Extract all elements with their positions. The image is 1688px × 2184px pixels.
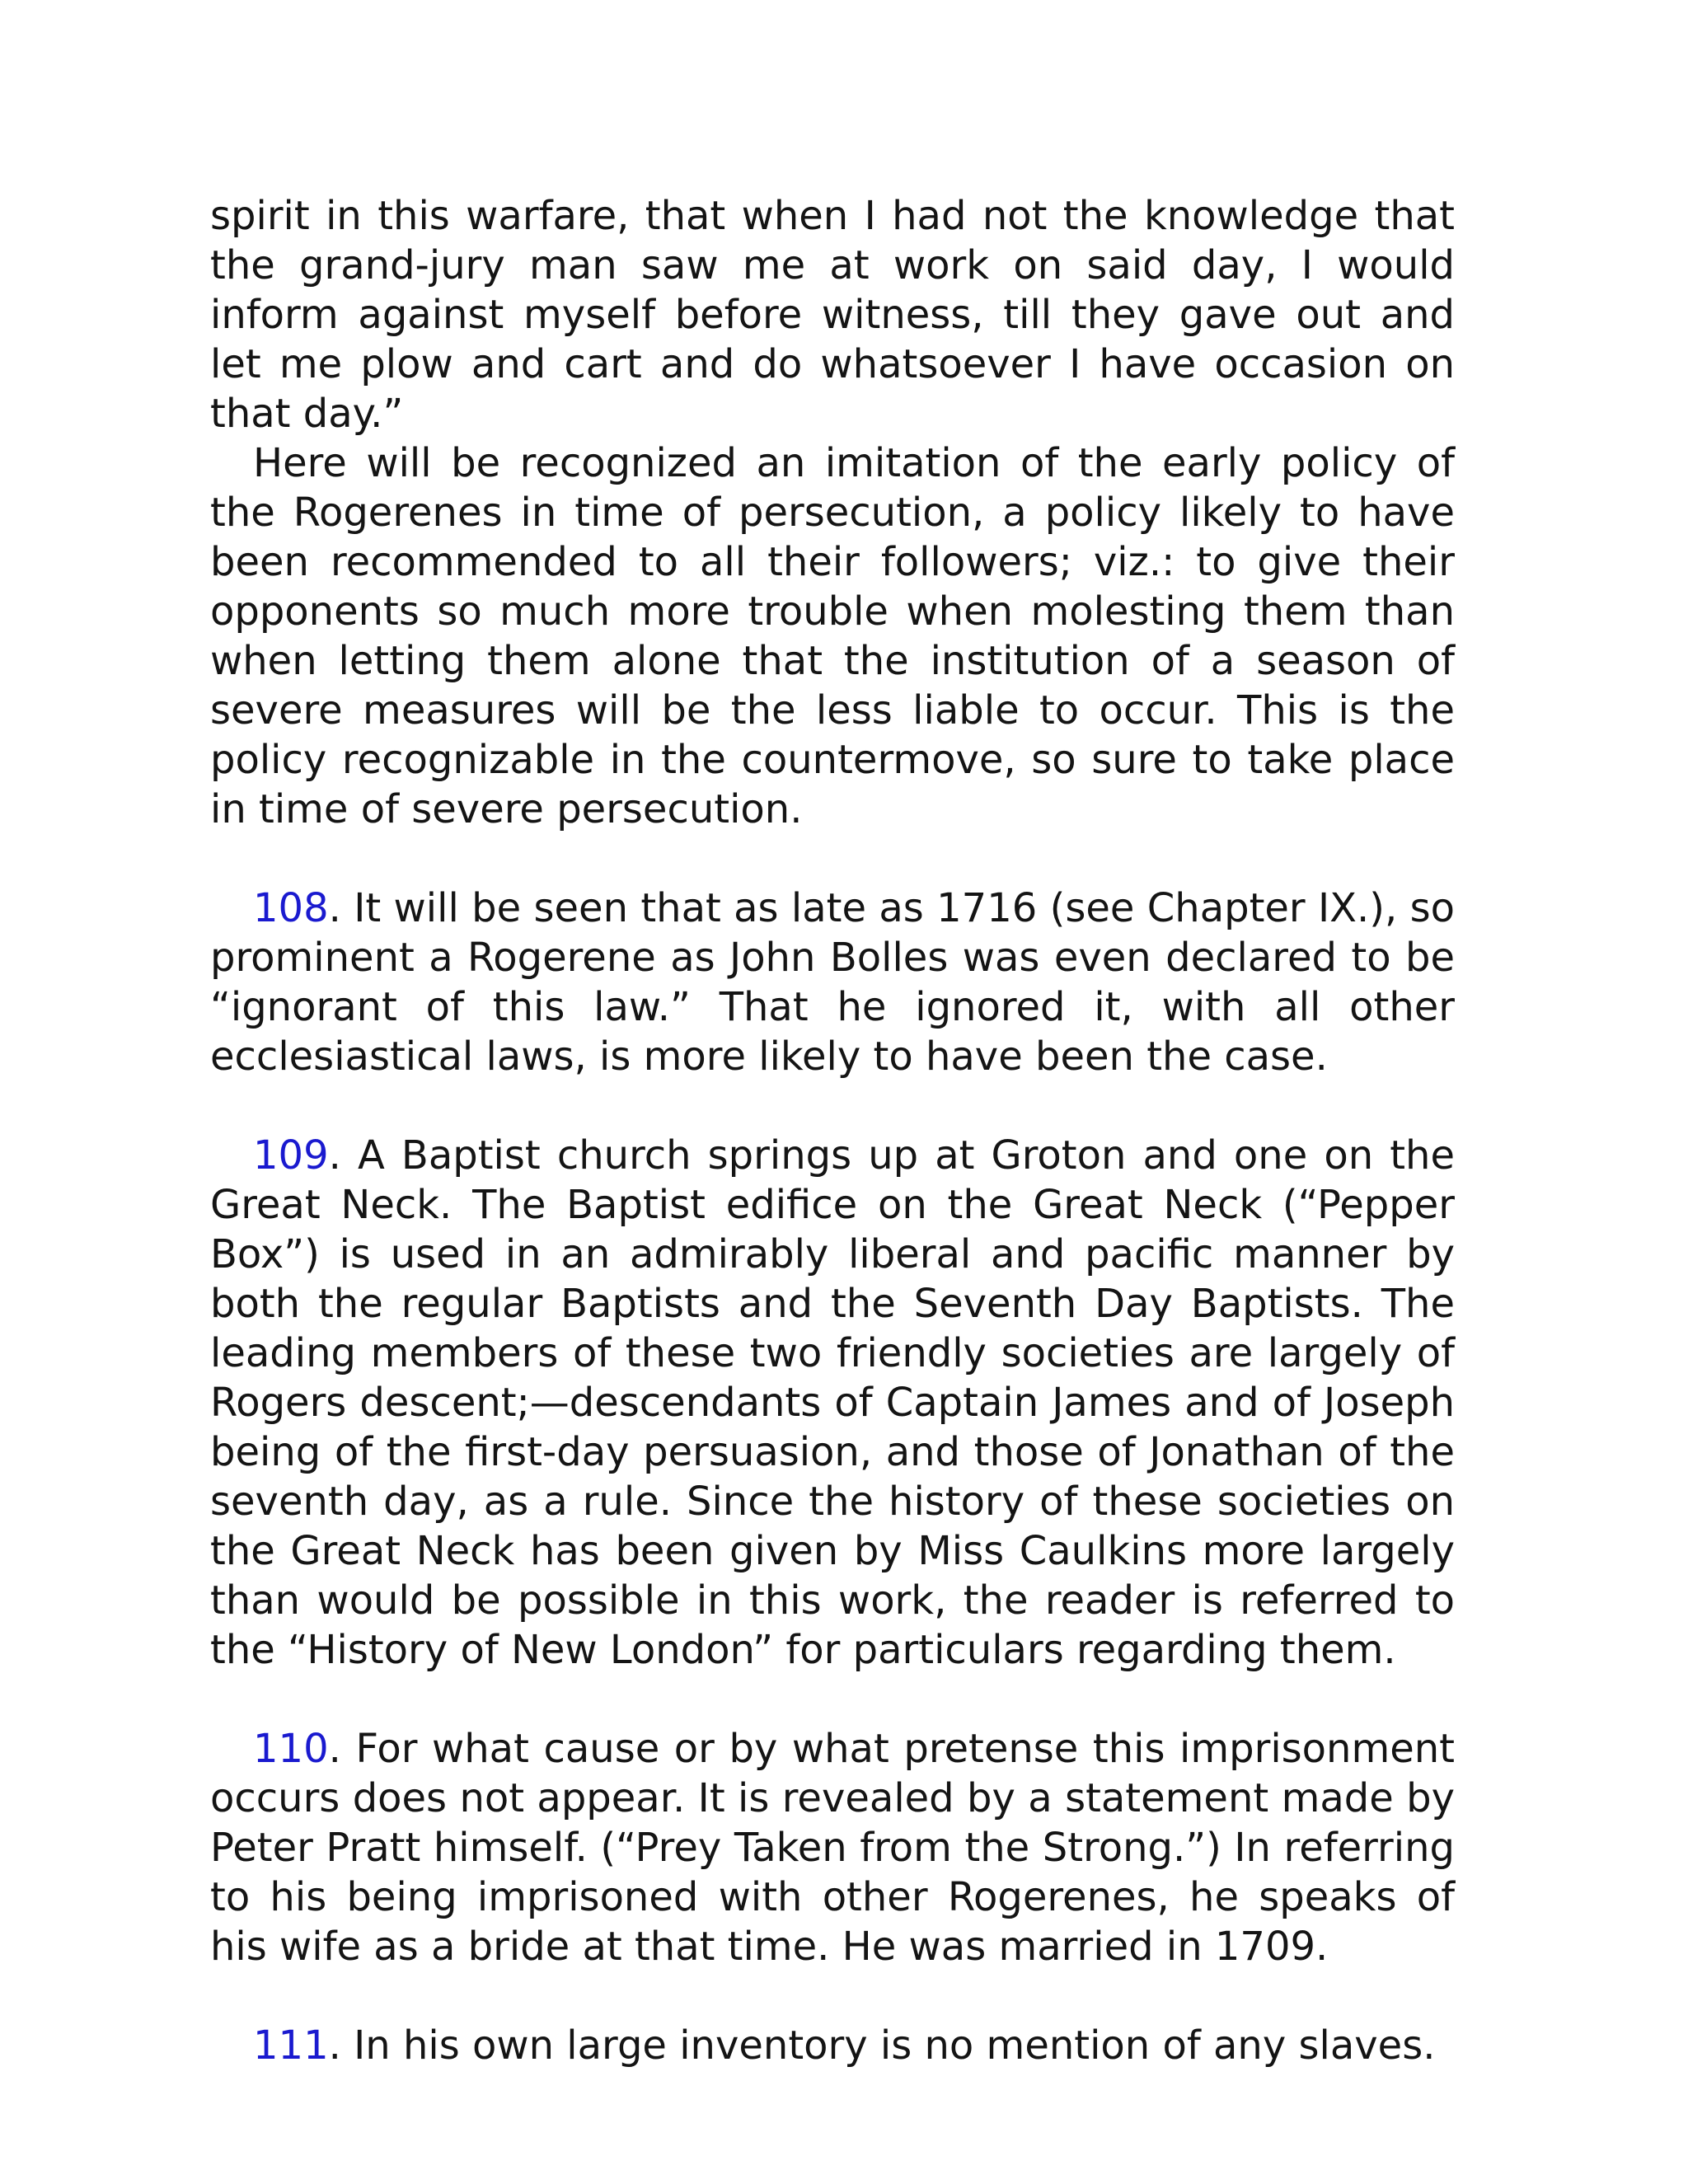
commentary-paragraph: Here will be recognized an imitation of the early policy of the Rogerenes in time of persecution, a policy likely to have been recommended to all their followers; viz.: to give their opponents so much more trouble when molesting them than when letting them alone that the institution of a season of severe measures will be the less liable to occur. This is the policy recognizable in the countermove, so sure to take place in time of severe persecution. <box>210 440 1455 832</box>
footnote-link-109[interactable]: 109 <box>253 1132 329 1179</box>
footnote-text: . In his own large inventory is no mention of any slaves. <box>328 2022 1436 2069</box>
footnote-link-111[interactable]: 111 <box>253 2022 329 2069</box>
footnote-text: . For what cause or by what pretense this imprisonment occurs does not appear. It is revealed by a statement made by Peter Pratt himself. (“Prey Taken from the Strong.”) In referring to his being imprisoned with other Rogerenes, he speaks of his wife as a bride at that time. He was married in 1709. <box>210 1726 1455 1970</box>
footnote-link-108[interactable]: 108 <box>253 885 329 931</box>
continued-paragraph: spirit in this warfare, that when I had not the knowledge that the grand-jury man saw me at work on said day, I would inform against myself before witness, till they gave out and let me plow and cart and do whatsoever I have occasion on that day.” <box>210 193 1455 437</box>
footnote-109 <box>210 1131 1455 1675</box>
footnote-111 <box>210 2021 1455 2070</box>
footnote-108 <box>210 883 1455 1081</box>
footnote-text: . A Baptist church springs up at Groton and one on the Great Neck. The Baptist edifice on the Great Neck (“Pepper Box”) is used in an admirably liberal and pacific manner by both the regular Baptists and the Seventh Day Baptists. The leading members of these two friendly societies are largely of Rogers descent;—descendants of Captain James and of Joseph being of the first-day persuasion, and those of Jonathan of the seventh day, as a rule. Since the history of these societies on the Great Neck has been given by Miss Caulkins more largely than would be possible in this work, the reader is referred to the “History of New London” for particulars regarding them. <box>210 1132 1455 1673</box>
footnote-link-110[interactable]: 110 <box>253 1726 329 1772</box>
footnote-110 <box>210 1724 1455 1971</box>
document-page <box>210 191 1455 2070</box>
footnote-text: . It will be seen that as late as 1716 (see Chapter IX.), so prominent a Rogerene as John Bolles was even declared to be “ignorant of this law.” That he ignored it, with all other ecclesiastical laws, is more likely to have been the case. <box>210 885 1455 1080</box>
